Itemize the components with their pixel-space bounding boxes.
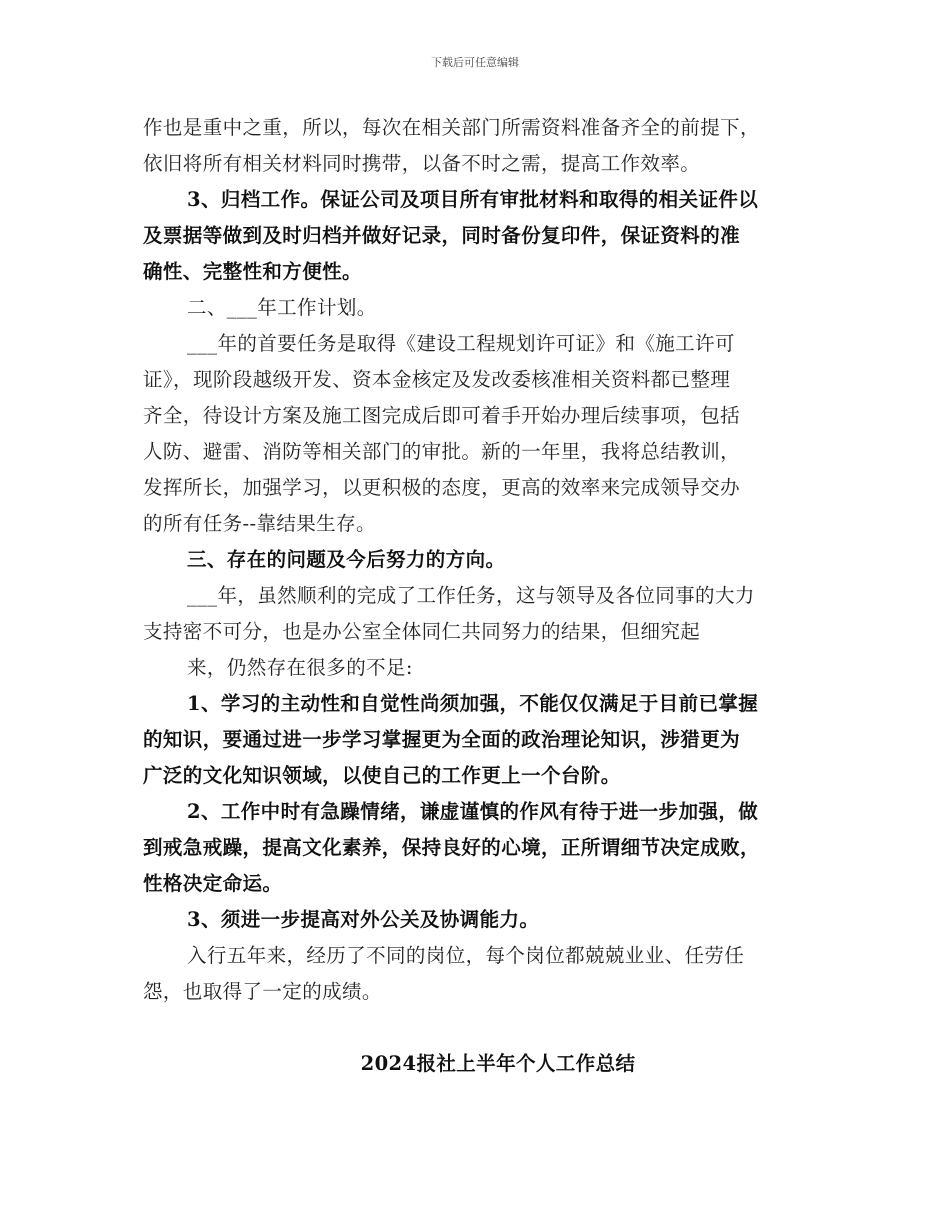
- text-line: 3、须进一步提高对外公关及协调能力。: [187, 908, 540, 931]
- text-line: 的知识，要通过进一步学习掌握更为全面的政治理论知识，涉猎更为: [143, 728, 741, 751]
- text-line: 证》，现阶段越级开发、资本金核定及发改委核准相关资料都已整理: [143, 368, 731, 391]
- section-heading: 三、存在的问题及今后努力的方向。: [187, 548, 506, 571]
- text-line: 3、归档工作。保证公司及项目所有审批材料和取得的相关证件以: [187, 188, 759, 211]
- text-line: 发挥所长，加强学习，以更积极的态度，更高的效率来完成领导交办: [143, 476, 741, 499]
- text-line: 的所有任务--靠结果生存。: [143, 512, 376, 535]
- document-body: [143, 110, 813, 1010]
- text-line: 确性、完整性和方便性。: [143, 260, 362, 283]
- text-line: 人防、避雷、消防等相关部门的审批。新的一年里，我将总结教训，: [143, 440, 741, 463]
- text-line: 来，仍然存在很多的不足:: [187, 656, 413, 679]
- text-line: 1、学习的主动性和自觉性尚须加强，不能仅仅满足于目前已掌握: [187, 692, 759, 715]
- text-line: 及票据等做到及时归档并做好记录，同时备份复印件，保证资料的准: [143, 224, 741, 247]
- text-line: 入行五年来，经历了不同的岗位，每个岗位都兢兢业业、任劳任: [187, 944, 745, 967]
- page-header-note: 下载后可任意编辑: [431, 56, 519, 69]
- text-line: ___年的首要任务是取得《建设工程规划许可证》和《施工许可: [187, 332, 735, 355]
- text-line: 支持密不可分，也是办公室全体同仁共同努力的结果，但细究起: [143, 620, 701, 643]
- text-line: 依旧将所有相关材料同时携带，以备不时之需，提高工作效率。: [143, 152, 701, 175]
- text-line: 2、工作中时有急躁情绪，谦虚谨慎的作风有待于进一步加强，做: [187, 800, 759, 823]
- text-line: 广泛的文化知识领域，以使自己的工作更上一个台阶。: [143, 764, 621, 787]
- section-heading: 二、___年工作计划。: [187, 296, 377, 319]
- text-line: 齐全，待设计方案及施工图完成后即可着手开始办理后续事项，包括: [143, 404, 741, 427]
- text-line: 怨，也取得了一定的成绩。: [143, 980, 382, 1003]
- text-line: 作也是重中之重，所以，每次在相关部门所需资料准备齐全的前提下，: [143, 116, 760, 139]
- text-line: 性格决定命运。: [143, 872, 283, 895]
- text-line: 到戒急戒躁，提高文化素养，保持良好的心境，正所谓细节决定成败，: [143, 836, 760, 859]
- document-title: 2024报社上半年个人工作总结: [360, 1052, 636, 1075]
- text-line: ___年，虽然顺利的完成了工作任务，这与领导及各位同事的大力: [187, 584, 755, 607]
